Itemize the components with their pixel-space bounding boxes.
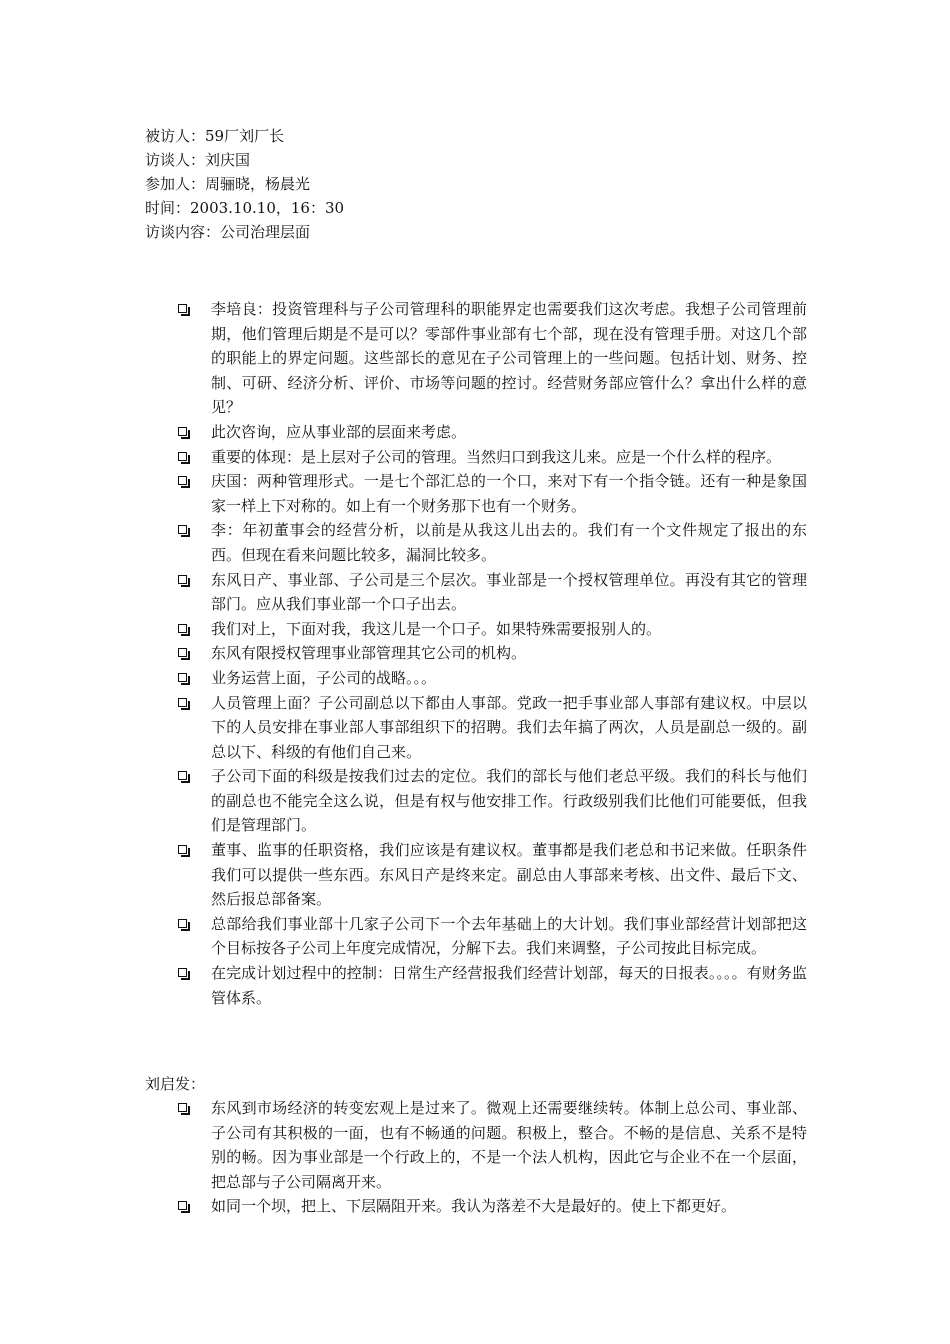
bullet-list-2 xyxy=(0,1096,950,1219)
checkbox-bullet-icon xyxy=(178,845,187,854)
list-item: 如同一个坝，把上、下层隔阻开来。我认为落差不大是最好的。使上下都更好。 xyxy=(211,1194,807,1219)
speaker-label: 刘启发： xyxy=(145,1075,206,1093)
list-item: 李培良：投资管理科与子公司管理科的职能界定也需要我们这次考虑。我想子公司管理前期，他们管理后期是不是可以？零部件事业部有七个部，现在没有管理手册。对这几个部的职能上的界定问题。这些部长的意见在子公司管理上的一些问题。包括计划、财务、控制、可研、经济分析、评价、市场等问题的控讨。经营财务部应管什么？拿出什么样的意见？ xyxy=(211,297,807,420)
list-item: 子公司下面的科级是按我们过去的定位。我们的部长与他们老总平级。我们的科长与他们的副总也不能完全这么说，但是有权与他安排工作。行政级别我们比他们可能要低，但我们是管理部门。 xyxy=(211,764,807,838)
checkbox-bullet-icon xyxy=(178,427,187,436)
list-item: 重要的体现：是上层对子公司的管理。当然归口到我这儿来。应是一个什么样的程序。 xyxy=(211,445,807,470)
list-item: 业务运营上面，子公司的战略。。。 xyxy=(211,666,807,691)
checkbox-bullet-icon xyxy=(178,919,187,928)
list-item: 我们对上，下面对我，我这儿是一个口子。如果特殊需要报别人的。 xyxy=(211,617,807,642)
list-item: 李：年初董事会的经营分析，以前是从我这儿出去的。我们有一个文件规定了报出的东西。但现在看来问题比较多，漏洞比较多。 xyxy=(211,518,807,567)
checkbox-bullet-icon xyxy=(178,1201,187,1210)
checkbox-bullet-icon xyxy=(178,452,187,461)
checkbox-bullet-icon xyxy=(178,575,187,584)
checkbox-bullet-icon xyxy=(178,648,187,657)
checkbox-bullet-icon xyxy=(178,525,187,534)
checkbox-bullet-icon xyxy=(178,771,187,780)
list-item: 董事、监事的任职资格，我们应该是有建议权。董事都是我们老总和书记来做。任职条件我们可以提供一些东西。东风日产是终来定。副总由人事部来考核、出文件、最后下文、然后报总部备案。 xyxy=(211,838,807,912)
time-line: 时间：2003.10.10，16：30 xyxy=(145,199,345,217)
list-item: 东风到市场经济的转变宏观上是过来了。微观上还需要继续转。体制上总公司、事业部、子公司有其积极的一面，也有不畅通的问题。积极上，整合。不畅的是信息、关系不是特别的畅。因为事业部是一个行政上的，不是一个法人机构，因此它与企业不在一个层面，把总部与子公司隔离开来。 xyxy=(211,1096,807,1194)
topic-line: 访谈内容：公司治理层面 xyxy=(145,223,311,241)
interviewer-line: 访谈人：刘庆国 xyxy=(145,151,251,169)
participants-line: 参加人：周骊晓，杨晨光 xyxy=(145,175,311,193)
list-item: 东风有限授权管理事业部管理其它公司的机构。 xyxy=(211,641,807,666)
list-item: 总部给我们事业部十几家子公司下一个去年基础上的大计划。我们事业部经营计划部把这个目标按各子公司上年度完成情况，分解下去。我们来调整，子公司按此目标完成。 xyxy=(211,912,807,961)
list-item: 此次咨询，应从事业部的层面来考虑。 xyxy=(211,420,807,445)
discussion-section-1 xyxy=(0,297,950,1010)
checkbox-bullet-icon xyxy=(178,1103,187,1112)
list-item: 在完成计划过程中的控制：日常生产经营报我们经营计划部，每天的日报表。。。。有财务监管体系。 xyxy=(211,961,807,1010)
list-item: 庆国：两种管理形式。一是七个部汇总的一个口，来对下有一个指令链。还有一种是象国家一样上下对称的。如上有一个财务那下也有一个财务。 xyxy=(211,469,807,518)
interview-header xyxy=(145,124,845,244)
checkbox-bullet-icon xyxy=(178,476,187,485)
bullet-list-1 xyxy=(0,297,950,1010)
discussion-section-2 xyxy=(0,1075,950,1219)
checkbox-bullet-icon xyxy=(178,698,187,707)
checkbox-bullet-icon xyxy=(178,968,187,977)
list-item: 人员管理上面？子公司副总以下都由人事部。党政一把手事业部人事部有建议权。中层以下的人员安排在事业部人事部组织下的招聘。我们去年搞了两次，人员是副总一级的。副总以下、科级的有他们自己来。 xyxy=(211,691,807,765)
checkbox-bullet-icon xyxy=(178,304,187,313)
checkbox-bullet-icon xyxy=(178,673,187,682)
checkbox-bullet-icon xyxy=(178,624,187,633)
interviewee-line: 被访人：59厂刘厂长 xyxy=(145,127,285,145)
list-item: 东风日产、事业部、子公司是三个层次。事业部是一个授权管理单位。再没有其它的管理部门。应从我们事业部一个口子出去。 xyxy=(211,568,807,617)
